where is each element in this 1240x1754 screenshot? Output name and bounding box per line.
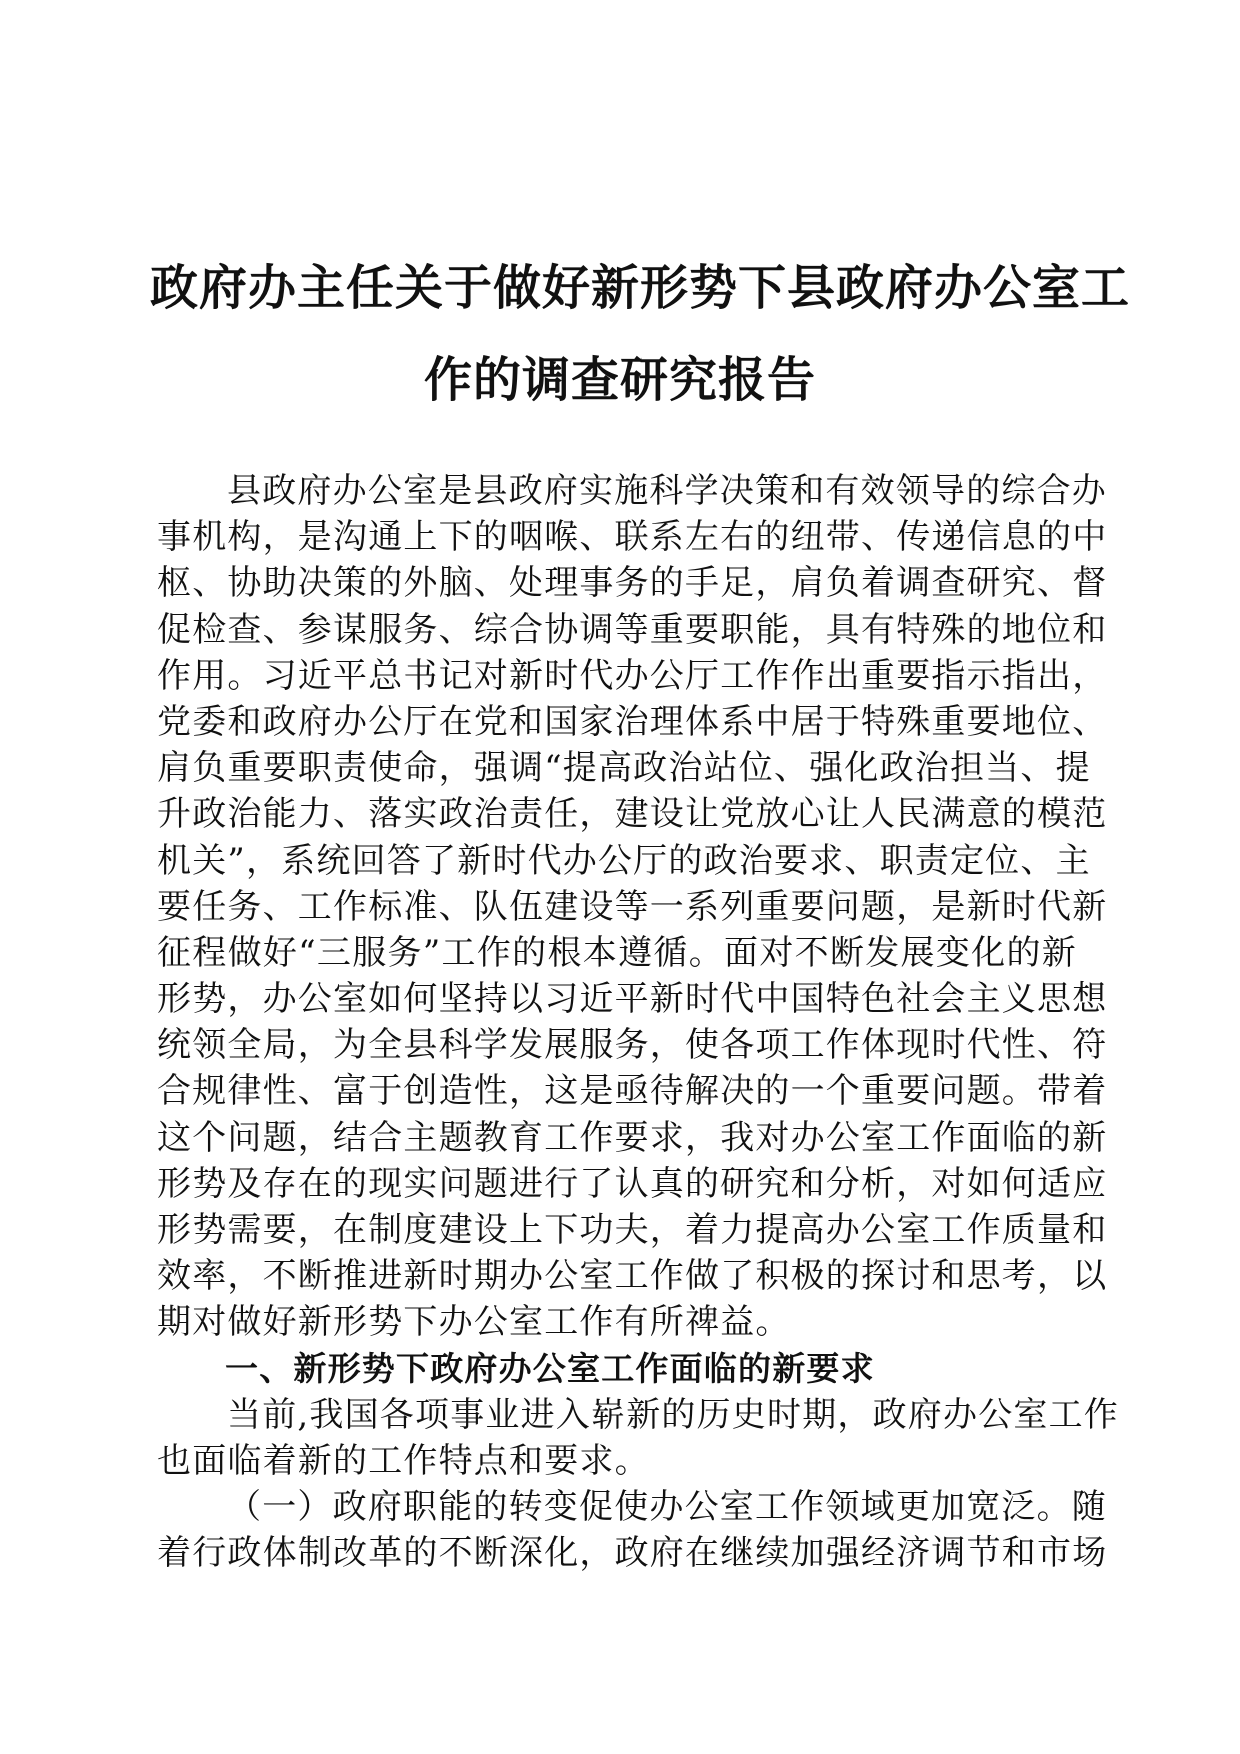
paragraph-line: 合规律性、富于创造性，这是亟待解决的一个重要问题。带着	[157, 1071, 1108, 1112]
document-body	[157, 468, 1120, 1577]
paragraph-line: 机关”，系统回答了新时代办公厅的政治要求、职责定位、主	[157, 840, 1091, 881]
paragraph-line: 这个问题，结合主题教育工作要求，我对办公室工作面临的新	[157, 1117, 1108, 1158]
paragraph-line: 事机构，是沟通上下的咽喉、联系左右的纽带、传递信息的中	[157, 517, 1108, 558]
paragraph-line: 肩负重要职责使命，强调“提高政治站位、强化政治担当、提	[157, 748, 1091, 789]
document-title-line-1: 政府办主任关于做好新形势下县政府办公室工	[150, 260, 1131, 316]
section-heading: 一、新形势下政府办公室工作面临的新要求	[225, 1348, 875, 1388]
paragraph-line: 要任务、工作标准、队伍建设等一系列重要问题，是新时代新	[157, 886, 1108, 927]
paragraph-line: 促检查、参谋服务、综合协调等重要职能，具有特殊的地位和	[157, 609, 1108, 650]
paragraph-line: 统领全局，为全县科学发展服务，使各项工作体现时代性、符	[157, 1025, 1108, 1066]
paragraph-line: 县政府办公室是县政府实施科学决策和有效领导的综合办	[227, 471, 1107, 511]
paragraph-line: 升政治能力、落实政治责任，建设让党放心让人民满意的模范	[157, 794, 1108, 835]
paragraph-line: 党委和政府办公厅在党和国家治理体系中居于特殊重要地位、	[157, 701, 1108, 742]
paragraph-line: 效率，不断推进新时期办公室工作做了积极的探讨和思考，以	[157, 1256, 1108, 1297]
paragraph-line: 当前,我国各项事业进入崭新的历史时期，政府办公室工作	[227, 1394, 1120, 1435]
paragraph-line: 作用。习近平总书记对新时代办公厅工作作出重要指示指出，	[157, 655, 1108, 696]
paragraph-line: 形势，办公室如何坚持以习近平新时代中国特色社会主义思想	[157, 979, 1108, 1020]
paragraph-line: 枢、协助决策的外脑、处理事务的手足，肩负着调查研究、督	[157, 563, 1108, 604]
document-title-line-2: 作的调查研究报告	[423, 352, 816, 408]
paragraph-line: 征程做好“三服务”工作的根本遵循。面对不断发展变化的新	[157, 932, 1077, 973]
subsection-line: （一）政府职能的转变促使办公室工作领域更加宽泛。随	[227, 1487, 1107, 1528]
paragraph-line: 期对做好新形势下办公室工作有所禆益。	[157, 1302, 791, 1343]
paragraph-line: 形势及存在的现实问题进行了认真的研究和分析，对如何适应	[157, 1163, 1108, 1204]
paragraph-line: 也面临着新的工作特点和要求。	[157, 1440, 650, 1481]
paragraph-line: 形势需要，在制度建设上下功夫，着力提高办公室工作质量和	[157, 1210, 1108, 1250]
paragraph-line: 着行政体制改革的不断深化，政府在继续加强经济调节和市场	[157, 1533, 1108, 1574]
